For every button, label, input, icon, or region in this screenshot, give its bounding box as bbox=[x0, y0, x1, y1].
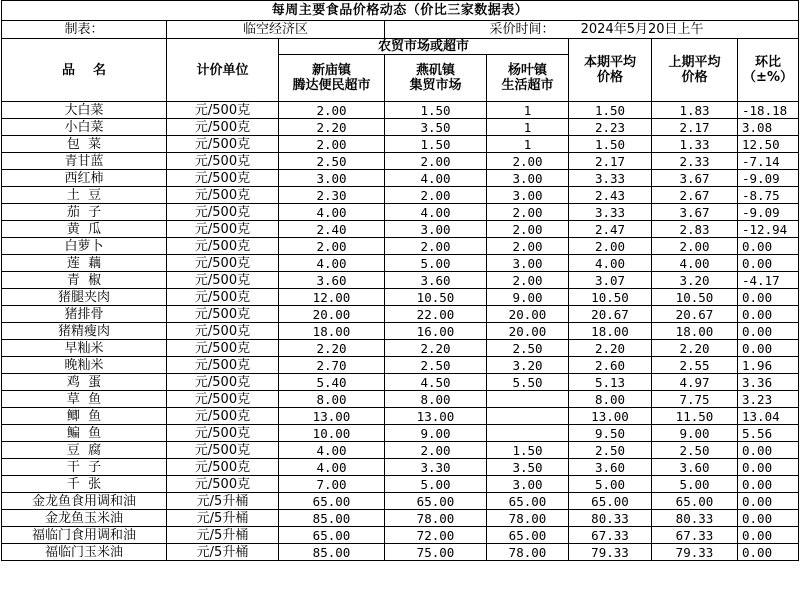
cell-current-avg: 2.47 bbox=[569, 221, 652, 238]
cell-change: 0.00 bbox=[738, 476, 799, 493]
cell-store3: 78.00 bbox=[487, 544, 569, 561]
cell-change: 0.00 bbox=[738, 493, 799, 510]
price-table bbox=[1, 0, 799, 561]
cell-name: 鲫 鱼 bbox=[2, 408, 167, 425]
cell-store2: 4.50 bbox=[385, 374, 487, 391]
cell-name: 豆 腐 bbox=[2, 442, 167, 459]
table-row bbox=[2, 527, 799, 544]
cell-current-avg: 10.50 bbox=[569, 289, 652, 306]
cell-store2: 16.00 bbox=[385, 323, 487, 340]
cell-change: 3.36 bbox=[738, 374, 799, 391]
cell-current-avg: 3.07 bbox=[569, 272, 652, 289]
cell-store1: 4.00 bbox=[279, 204, 385, 221]
cell-name: 包 菜 bbox=[2, 136, 167, 153]
cell-previous-avg: 7.75 bbox=[652, 391, 738, 408]
cell-name: 莲 藕 bbox=[2, 255, 167, 272]
cell-store3: 65.00 bbox=[487, 527, 569, 544]
cell-unit: 元/500克 bbox=[167, 119, 279, 136]
cell-store3: 9.00 bbox=[487, 289, 569, 306]
table-row bbox=[2, 510, 799, 527]
cell-store2: 5.00 bbox=[385, 476, 487, 493]
cell-change: 13.04 bbox=[738, 408, 799, 425]
cell-store3: 1 bbox=[487, 119, 569, 136]
cell-unit: 元/500克 bbox=[167, 442, 279, 459]
cell-previous-avg: 3.20 bbox=[652, 272, 738, 289]
cell-store1: 2.00 bbox=[279, 136, 385, 153]
cell-change: -9.09 bbox=[738, 204, 799, 221]
cell-unit: 元/5升桶 bbox=[167, 527, 279, 544]
cell-store3: 2.50 bbox=[487, 340, 569, 357]
cell-unit: 元/500克 bbox=[167, 476, 279, 493]
cell-current-avg: 18.00 bbox=[569, 323, 652, 340]
cell-store2: 4.00 bbox=[385, 204, 487, 221]
cell-store3: 5.50 bbox=[487, 374, 569, 391]
cell-previous-avg: 20.67 bbox=[652, 306, 738, 323]
cell-current-avg: 2.20 bbox=[569, 340, 652, 357]
cell-store2: 65.00 bbox=[385, 493, 487, 510]
cell-change: 0.00 bbox=[738, 510, 799, 527]
cell-previous-avg: 4.97 bbox=[652, 374, 738, 391]
cell-store2: 3.50 bbox=[385, 119, 487, 136]
cell-change: 3.08 bbox=[738, 119, 799, 136]
cell-store1: 18.00 bbox=[279, 323, 385, 340]
cell-change: 12.50 bbox=[738, 136, 799, 153]
cell-unit: 元/500克 bbox=[167, 204, 279, 221]
cell-name: 鳊 鱼 bbox=[2, 425, 167, 442]
cell-name: 千 张 bbox=[2, 476, 167, 493]
cell-unit: 元/500克 bbox=[167, 170, 279, 187]
cell-change: -4.17 bbox=[738, 272, 799, 289]
cell-store1: 10.00 bbox=[279, 425, 385, 442]
cell-unit: 元/5升桶 bbox=[167, 544, 279, 561]
cell-store2: 2.00 bbox=[385, 153, 487, 170]
cell-previous-avg: 2.50 bbox=[652, 442, 738, 459]
cell-previous-avg: 2.17 bbox=[652, 119, 738, 136]
table-row bbox=[2, 459, 799, 476]
cell-change: 0.00 bbox=[738, 289, 799, 306]
cell-name: 福临门玉米油 bbox=[2, 544, 167, 561]
cell-name: 草 鱼 bbox=[2, 391, 167, 408]
cell-current-avg: 2.60 bbox=[569, 357, 652, 374]
cell-store3: 1 bbox=[487, 136, 569, 153]
table-row bbox=[2, 442, 799, 459]
time-value: 2024年5月20日上午 bbox=[580, 22, 704, 37]
header-name: 品 名 bbox=[2, 39, 167, 102]
maker-value: 临空经济区 bbox=[167, 21, 385, 39]
cell-previous-avg: 67.33 bbox=[652, 527, 738, 544]
cell-previous-avg: 1.83 bbox=[652, 102, 738, 119]
cell-store1: 4.00 bbox=[279, 255, 385, 272]
cell-store2: 2.20 bbox=[385, 340, 487, 357]
cell-change: 0.00 bbox=[738, 323, 799, 340]
table-row bbox=[2, 204, 799, 221]
cell-store1: 2.20 bbox=[279, 340, 385, 357]
cell-store1: 8.00 bbox=[279, 391, 385, 408]
cell-current-avg: 1.50 bbox=[569, 102, 652, 119]
cell-name: 金龙鱼玉米油 bbox=[2, 510, 167, 527]
cell-name: 鸡 蛋 bbox=[2, 374, 167, 391]
cell-store1: 4.00 bbox=[279, 442, 385, 459]
table-row bbox=[2, 425, 799, 442]
table-row bbox=[2, 391, 799, 408]
cell-change: 0.00 bbox=[738, 306, 799, 323]
cell-unit: 元/500克 bbox=[167, 187, 279, 204]
cell-store1: 3.00 bbox=[279, 170, 385, 187]
cell-name: 福临门食用调和油 bbox=[2, 527, 167, 544]
cell-previous-avg: 2.83 bbox=[652, 221, 738, 238]
header-current-avg: 本期平均 价格 bbox=[569, 39, 652, 102]
cell-name: 小白菜 bbox=[2, 119, 167, 136]
cell-current-avg: 20.67 bbox=[569, 306, 652, 323]
cell-store1: 20.00 bbox=[279, 306, 385, 323]
cell-unit: 元/500克 bbox=[167, 323, 279, 340]
cell-current-avg: 3.33 bbox=[569, 204, 652, 221]
cell-change: -18.18 bbox=[738, 102, 799, 119]
cell-change: 0.00 bbox=[738, 340, 799, 357]
cell-store2: 78.00 bbox=[385, 510, 487, 527]
cell-unit: 元/500克 bbox=[167, 153, 279, 170]
cell-store1: 2.40 bbox=[279, 221, 385, 238]
cell-name: 猪精瘦肉 bbox=[2, 323, 167, 340]
cell-store1: 85.00 bbox=[279, 544, 385, 561]
cell-unit: 元/500克 bbox=[167, 136, 279, 153]
cell-store3: 3.00 bbox=[487, 476, 569, 493]
cell-store3: 2.00 bbox=[487, 221, 569, 238]
cell-current-avg: 8.00 bbox=[569, 391, 652, 408]
cell-store3: 1.50 bbox=[487, 442, 569, 459]
cell-store1: 4.00 bbox=[279, 459, 385, 476]
header-store-3: 杨叶镇 生活超市 bbox=[487, 55, 569, 102]
cell-store1: 2.20 bbox=[279, 119, 385, 136]
cell-store2: 3.00 bbox=[385, 221, 487, 238]
cell-store3: 2.00 bbox=[487, 153, 569, 170]
cell-current-avg: 2.23 bbox=[569, 119, 652, 136]
table-row bbox=[2, 493, 799, 510]
header-store-2: 燕矶镇 集贸市场 bbox=[385, 55, 487, 102]
table-row bbox=[2, 238, 799, 255]
table-row bbox=[2, 102, 799, 119]
cell-store1: 7.00 bbox=[279, 476, 385, 493]
cell-previous-avg: 3.67 bbox=[652, 170, 738, 187]
cell-store3: 20.00 bbox=[487, 323, 569, 340]
cell-current-avg: 5.00 bbox=[569, 476, 652, 493]
cell-name: 干 子 bbox=[2, 459, 167, 476]
cell-store2: 2.50 bbox=[385, 357, 487, 374]
table-row bbox=[2, 136, 799, 153]
cell-name: 猪腿夹肉 bbox=[2, 289, 167, 306]
cell-store1: 65.00 bbox=[279, 493, 385, 510]
table-row bbox=[2, 153, 799, 170]
cell-name: 黄 瓜 bbox=[2, 221, 167, 238]
cell-unit: 元/5升桶 bbox=[167, 493, 279, 510]
cell-change: -9.09 bbox=[738, 170, 799, 187]
cell-store1: 2.00 bbox=[279, 238, 385, 255]
cell-current-avg: 65.00 bbox=[569, 493, 652, 510]
cell-previous-avg: 3.67 bbox=[652, 204, 738, 221]
cell-change: 0.00 bbox=[738, 238, 799, 255]
table-row bbox=[2, 340, 799, 357]
cell-current-avg: 3.33 bbox=[569, 170, 652, 187]
cell-store2: 2.00 bbox=[385, 238, 487, 255]
cell-change: 0.00 bbox=[738, 459, 799, 476]
cell-change: -12.94 bbox=[738, 221, 799, 238]
cell-store3: 3.00 bbox=[487, 255, 569, 272]
cell-name: 猪排骨 bbox=[2, 306, 167, 323]
cell-current-avg: 9.50 bbox=[569, 425, 652, 442]
cell-store3 bbox=[487, 391, 569, 408]
cell-store1: 5.40 bbox=[279, 374, 385, 391]
cell-store3: 2.00 bbox=[487, 272, 569, 289]
cell-store3: 3.20 bbox=[487, 357, 569, 374]
cell-previous-avg: 2.33 bbox=[652, 153, 738, 170]
cell-unit: 元/500克 bbox=[167, 459, 279, 476]
cell-current-avg: 2.17 bbox=[569, 153, 652, 170]
cell-unit: 元/500克 bbox=[167, 221, 279, 238]
cell-store1: 85.00 bbox=[279, 510, 385, 527]
header-previous-avg: 上期平均 价格 bbox=[652, 39, 738, 102]
cell-store1: 2.00 bbox=[279, 102, 385, 119]
cell-unit: 元/500克 bbox=[167, 102, 279, 119]
cell-store3: 2.00 bbox=[487, 204, 569, 221]
cell-previous-avg: 4.00 bbox=[652, 255, 738, 272]
header-store-1: 新庙镇 腾达便民超市 bbox=[279, 55, 385, 102]
cell-current-avg: 5.13 bbox=[569, 374, 652, 391]
cell-store1: 2.70 bbox=[279, 357, 385, 374]
cell-name: 西红柿 bbox=[2, 170, 167, 187]
cell-store3 bbox=[487, 425, 569, 442]
cell-unit: 元/500克 bbox=[167, 425, 279, 442]
header-change: 环比 （±%） bbox=[738, 39, 799, 102]
cell-unit: 元/500克 bbox=[167, 340, 279, 357]
cell-store2: 1.50 bbox=[385, 136, 487, 153]
cell-current-avg: 2.50 bbox=[569, 442, 652, 459]
cell-store2: 22.00 bbox=[385, 306, 487, 323]
table-row bbox=[2, 272, 799, 289]
cell-store3: 65.00 bbox=[487, 493, 569, 510]
cell-store1: 2.30 bbox=[279, 187, 385, 204]
cell-name: 金龙鱼食用调和油 bbox=[2, 493, 167, 510]
cell-change: 0.00 bbox=[738, 527, 799, 544]
info-row bbox=[2, 21, 799, 39]
cell-current-avg: 13.00 bbox=[569, 408, 652, 425]
cell-unit: 元/5升桶 bbox=[167, 510, 279, 527]
cell-change: 1.96 bbox=[738, 357, 799, 374]
cell-store2: 3.60 bbox=[385, 272, 487, 289]
cell-previous-avg: 18.00 bbox=[652, 323, 738, 340]
cell-current-avg: 2.43 bbox=[569, 187, 652, 204]
cell-change: 0.00 bbox=[738, 255, 799, 272]
cell-previous-avg: 2.00 bbox=[652, 238, 738, 255]
cell-change: 0.00 bbox=[738, 544, 799, 561]
cell-previous-avg: 3.60 bbox=[652, 459, 738, 476]
cell-change: -7.14 bbox=[738, 153, 799, 170]
collection-time bbox=[385, 21, 799, 39]
table-row bbox=[2, 187, 799, 204]
table-row bbox=[2, 255, 799, 272]
cell-change: 0.00 bbox=[738, 442, 799, 459]
cell-change: 3.23 bbox=[738, 391, 799, 408]
cell-store2: 13.00 bbox=[385, 408, 487, 425]
cell-name: 白萝卜 bbox=[2, 238, 167, 255]
cell-current-avg: 3.60 bbox=[569, 459, 652, 476]
cell-previous-avg: 11.50 bbox=[652, 408, 738, 425]
cell-current-avg: 67.33 bbox=[569, 527, 652, 544]
cell-current-avg: 1.50 bbox=[569, 136, 652, 153]
cell-previous-avg: 10.50 bbox=[652, 289, 738, 306]
cell-unit: 元/500克 bbox=[167, 238, 279, 255]
cell-name: 土 豆 bbox=[2, 187, 167, 204]
cell-store3: 20.00 bbox=[487, 306, 569, 323]
cell-store2: 2.00 bbox=[385, 442, 487, 459]
cell-store1: 3.60 bbox=[279, 272, 385, 289]
table-row bbox=[2, 323, 799, 340]
cell-store3: 1 bbox=[487, 102, 569, 119]
cell-previous-avg: 1.33 bbox=[652, 136, 738, 153]
cell-change: 5.56 bbox=[738, 425, 799, 442]
header-unit: 计价单位 bbox=[167, 39, 279, 102]
cell-unit: 元/500克 bbox=[167, 272, 279, 289]
cell-store1: 65.00 bbox=[279, 527, 385, 544]
cell-name: 晚籼米 bbox=[2, 357, 167, 374]
table-row bbox=[2, 221, 799, 238]
table-row bbox=[2, 408, 799, 425]
cell-current-avg: 2.00 bbox=[569, 238, 652, 255]
time-label: 采价时间： bbox=[489, 22, 555, 37]
cell-store2: 2.00 bbox=[385, 187, 487, 204]
cell-name: 大白菜 bbox=[2, 102, 167, 119]
table-row bbox=[2, 476, 799, 493]
cell-store3: 3.00 bbox=[487, 170, 569, 187]
cell-store2: 4.00 bbox=[385, 170, 487, 187]
cell-current-avg: 79.33 bbox=[569, 544, 652, 561]
cell-store2: 9.00 bbox=[385, 425, 487, 442]
cell-store3: 2.00 bbox=[487, 238, 569, 255]
cell-current-avg: 80.33 bbox=[569, 510, 652, 527]
table-row bbox=[2, 374, 799, 391]
cell-store3: 3.50 bbox=[487, 459, 569, 476]
cell-store3: 78.00 bbox=[487, 510, 569, 527]
cell-unit: 元/500克 bbox=[167, 306, 279, 323]
cell-previous-avg: 5.00 bbox=[652, 476, 738, 493]
table-row bbox=[2, 289, 799, 306]
cell-previous-avg: 65.00 bbox=[652, 493, 738, 510]
cell-unit: 元/500克 bbox=[167, 357, 279, 374]
cell-store2: 75.00 bbox=[385, 544, 487, 561]
cell-name: 早籼米 bbox=[2, 340, 167, 357]
cell-unit: 元/500克 bbox=[167, 289, 279, 306]
cell-name: 茄 子 bbox=[2, 204, 167, 221]
cell-store1: 2.50 bbox=[279, 153, 385, 170]
cell-previous-avg: 9.00 bbox=[652, 425, 738, 442]
cell-store1: 12.00 bbox=[279, 289, 385, 306]
table-row bbox=[2, 544, 799, 561]
table-row bbox=[2, 119, 799, 136]
maker-label: 制表： bbox=[2, 21, 167, 39]
table-body bbox=[2, 102, 799, 561]
cell-store3 bbox=[487, 408, 569, 425]
table-row bbox=[2, 306, 799, 323]
cell-unit: 元/500克 bbox=[167, 255, 279, 272]
table-row bbox=[2, 357, 799, 374]
cell-store2: 3.30 bbox=[385, 459, 487, 476]
cell-unit: 元/500克 bbox=[167, 408, 279, 425]
cell-previous-avg: 2.20 bbox=[652, 340, 738, 357]
cell-unit: 元/500克 bbox=[167, 391, 279, 408]
cell-store2: 1.50 bbox=[385, 102, 487, 119]
cell-unit: 元/500克 bbox=[167, 374, 279, 391]
cell-previous-avg: 2.55 bbox=[652, 357, 738, 374]
cell-current-avg: 4.00 bbox=[569, 255, 652, 272]
cell-store3: 3.00 bbox=[487, 187, 569, 204]
cell-store2: 10.50 bbox=[385, 289, 487, 306]
cell-store2: 5.00 bbox=[385, 255, 487, 272]
cell-store2: 72.00 bbox=[385, 527, 487, 544]
cell-store1: 13.00 bbox=[279, 408, 385, 425]
cell-change: -8.75 bbox=[738, 187, 799, 204]
cell-previous-avg: 80.33 bbox=[652, 510, 738, 527]
sheet-title: 每周主要食品价格动态（价比三家数据表） bbox=[2, 1, 799, 21]
cell-name: 青 椒 bbox=[2, 272, 167, 289]
cell-store2: 8.00 bbox=[385, 391, 487, 408]
cell-previous-avg: 79.33 bbox=[652, 544, 738, 561]
table-row bbox=[2, 170, 799, 187]
header-market-group: 农贸市场或超市 bbox=[279, 39, 569, 55]
cell-name: 青甘蓝 bbox=[2, 153, 167, 170]
cell-previous-avg: 2.67 bbox=[652, 187, 738, 204]
